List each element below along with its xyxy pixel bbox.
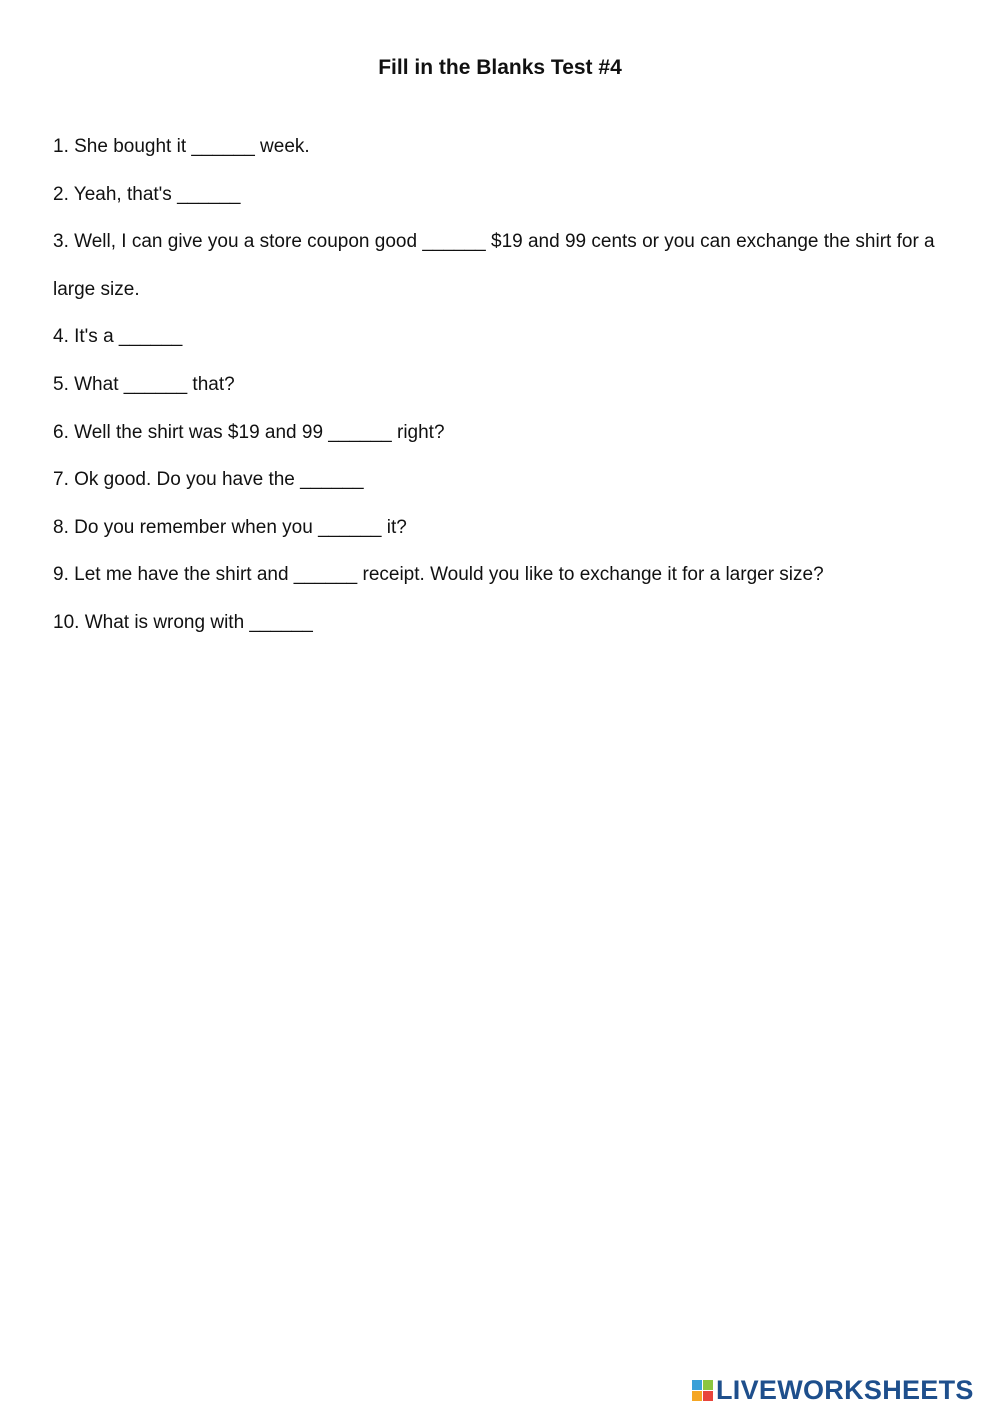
logo-text: LIVEWORKSHEETS — [716, 1374, 974, 1405]
question-4: 4. It's a ______ — [53, 326, 183, 348]
logo-badge-cell — [703, 1391, 713, 1401]
question-6: 6. Well the shirt was $19 and 99 ______ right? — [53, 421, 445, 443]
question-2: 2. Yeah, that's ______ — [53, 183, 241, 205]
question-9: 9. Let me have the shirt and ______ receipt. Would you like to exchange it for a larger size? — [53, 564, 824, 586]
liveworksheets-logo — [692, 1374, 974, 1406]
question-10: 10. What is wrong with ______ — [53, 611, 313, 633]
logo-badge-cell — [692, 1391, 702, 1401]
question-3: 3. Well, I can give you a store coupon good ______ $19 and 99 cents or you can exchange the shirt for a large size. — [53, 231, 935, 300]
logo-badge-cell — [703, 1380, 713, 1390]
question-1: 1. She bought it ______ week. — [53, 136, 310, 157]
question-8: 8. Do you remember when you ______ it? — [53, 516, 407, 538]
logo-badge-icon — [692, 1380, 713, 1401]
question-7: 7. Ok good. Do you have the ______ — [53, 469, 364, 491]
question-list — [53, 123, 958, 647]
logo-badge-cell — [692, 1380, 702, 1390]
question-5: 5. What ______ that? — [53, 373, 235, 395]
page-title: Fill in the Blanks Test #4 — [378, 56, 622, 79]
